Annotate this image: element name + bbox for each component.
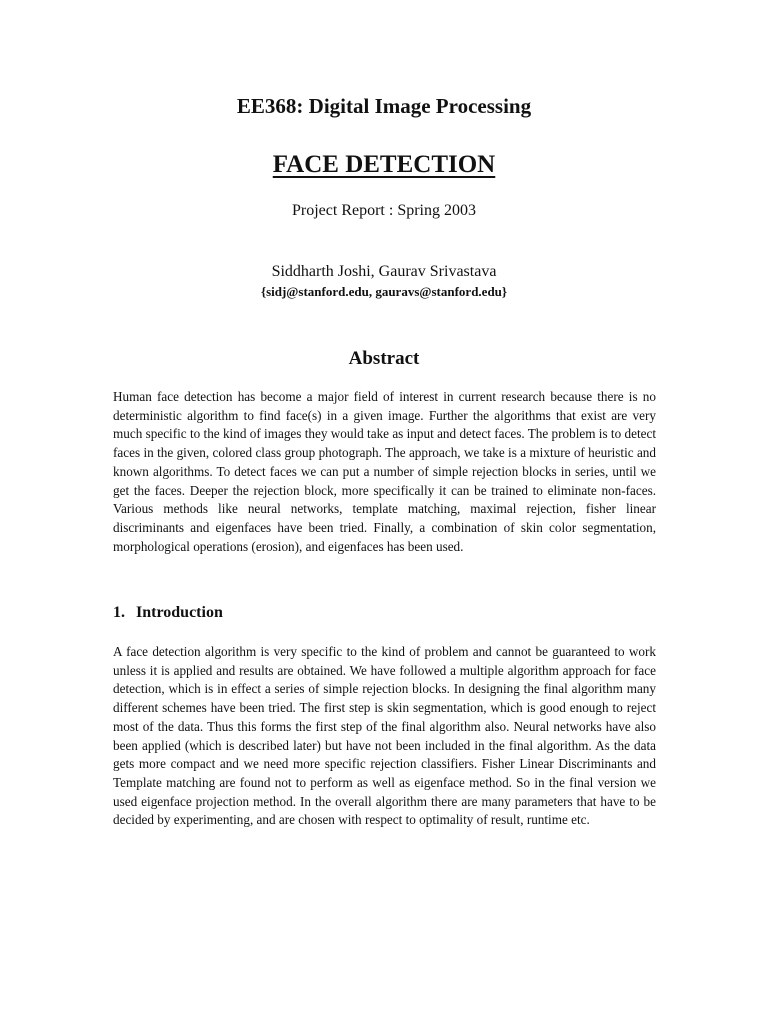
section-number: 1. — [113, 604, 125, 621]
abstract-heading: Abstract — [348, 348, 420, 369]
abstract-text: Human face detection has become a major field of interest in current research because there is no deterministic algorithm to find face(s) in a given image. Further the algorithms that exist are very much specific to the kind of images they would take as input and detect faces. The problem is to detect faces in the given, colored class group photograph. The approach, we take is a mixture of heuristic and known algorithms. To detect faces we can put a number of simple rejection blocks in series, until we get the faces. Deeper the rejection block, more specifically it can be trained to eliminate non-faces. Various methods like neural networks, template matching, maximal rejection, fisher linear discriminants and eigenfaces have been tried. Finally, a combination of skin color segmentation, morphological operations (erosion), and eigenfaces has been used. — [113, 389, 656, 554]
document-title — [0, 150, 768, 180]
authors: Siddharth Joshi, Gaurav Srivastava — [271, 263, 497, 280]
introduction-text: A face detection algorithm is very specific to the kind of problem and cannot be guaranteed to work unless it is applied and results are obtained. We have followed a multiple algorithm approach for face detection, which is in effect a series of simple rejection blocks. In designing the final algorithm many different schemes have been tried. The first step is skin segmentation, which is good enough to reject most of the data. Thus this forms the first step of the final algorithm also. Neural networks have also been applied (which is described later) but have not been included in the final algorithm. As the data gets more compact and we need more specific rejection classifiers. Fisher Linear Discriminants and Template matching are found not to perform as well as eigenface method. So in the final version we used eigenface projection method. In the overall algorithm there are many parameters that have to be decided by experimenting, and are chosen with respect to optimality of result, runtime etc. — [113, 644, 656, 828]
course-title: EE368: Digital Image Processing — [236, 94, 532, 118]
document-title-text: FACE DETECTION — [272, 151, 496, 178]
author-emails: {sidj@stanford.edu, gauravs@stanford.edu} — [260, 284, 508, 299]
report-subtitle: Project Report : Spring 2003 — [292, 202, 476, 219]
section-heading-introduction — [113, 602, 223, 624]
section-title: Introduction — [136, 604, 223, 621]
